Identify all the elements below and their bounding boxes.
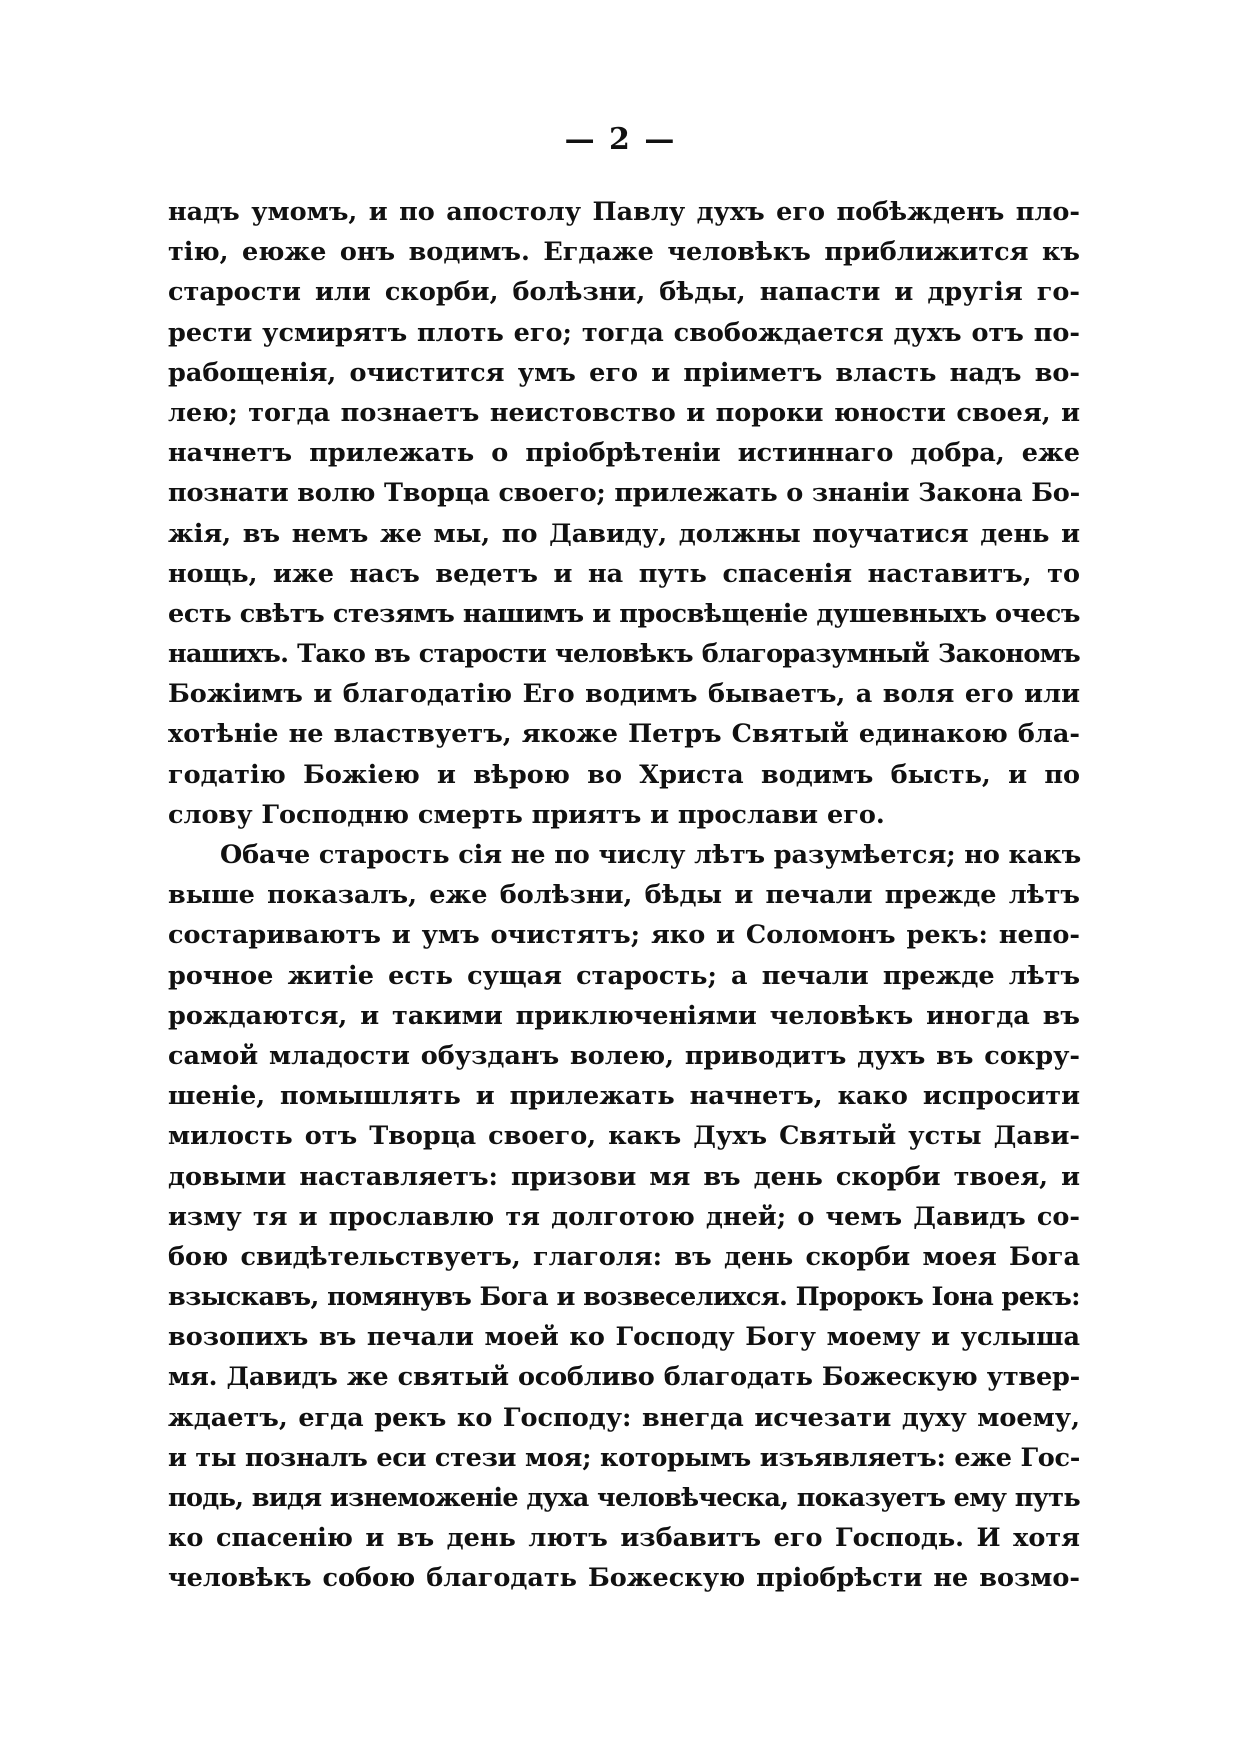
text-line: человѣкъ собою благодать Божескую пріобрѣсти не возмо- (168, 1563, 1080, 1594)
text-line: состариваютъ и умъ очистятъ; яко и Соломонъ рекъ: непо- (168, 920, 1080, 951)
text-line: взыскавъ, помянувъ Бога и возвеселихся. Пророкъ Іона рекъ: (168, 1282, 1080, 1313)
text-line: выше показалъ, еже болѣзни, бѣды и печали прежде лѣтъ (168, 880, 1080, 911)
paragraph-1 (168, 192, 1080, 835)
text-line: старости или скорби, болѣзни, бѣды, напасти и другія го- (168, 277, 1080, 308)
text-line: мя. Давидъ же святый особливо благодать Божескую утвер- (168, 1362, 1080, 1393)
text-line: нашихъ. Тако въ старости человѣкъ благоразумный Закономъ (168, 639, 1080, 670)
text-line: тію, еюже онъ водимъ. Егдаже человѣкъ приближится къ (168, 237, 1080, 268)
text-line: есть свѣтъ стезямъ нашимъ и просвѣщеніе душевныхъ очесъ (168, 598, 1080, 629)
text-line: надъ умомъ, и по апостолу Павлу духъ его побѣжденъ пло- (168, 197, 1080, 227)
text-line: изму тя и прославлю тя долготою дней; о чемъ Давидъ со- (168, 1201, 1080, 1232)
text-line: хотѣніе не властвуетъ, якоже Петръ Святый единакою бла- (168, 719, 1080, 750)
paragraph-2 (168, 835, 1080, 1599)
text-line: и ты позналъ еси стези моя; которымъ изъявляетъ: еже Гос- (168, 1442, 1080, 1473)
body-text (168, 192, 1080, 1599)
text-line: жія, въ немъ же мы, по Давиду, должны поучатися день и (168, 518, 1080, 549)
text-line: рождаются, и такими приключеніями человѣкъ иногда въ (168, 1000, 1080, 1031)
text-line: шеніе, помышлять и прилежать начнетъ, како испросити (168, 1081, 1080, 1112)
text-line: рочное житіе есть сущая старость; а печали прежде лѣтъ (168, 960, 1080, 991)
text-line: милость отъ Творца своего, какъ Духъ Святый усты Дави- (168, 1121, 1080, 1152)
text-line: Божіимъ и благодатію Его водимъ бываетъ, а воля его или (168, 679, 1080, 710)
text-line: начнетъ прилежать о пріобрѣтеніи истиннаго добра, еже (168, 438, 1080, 469)
text-line: довыми наставляетъ: призови мя въ день скорби твоея, и (168, 1161, 1080, 1192)
text-line: годатію Божіею и вѣрою во Христа водимъ бысть, и по (168, 759, 1080, 790)
text-line: нощь, иже насъ ведетъ и на путь спасенія наставитъ, то (168, 558, 1080, 589)
text-line: подь, видя изнеможеніе духа человѣческа, показуетъ ему путь (168, 1483, 1080, 1513)
text-line: ждаетъ, егда рекъ ко Господу: внегда исчезати духу моему, (168, 1402, 1080, 1433)
page-number: — 2 — (564, 122, 677, 157)
text-line: рабощенія, очистится умъ его и пріиметъ власть надъ во- (168, 357, 1080, 388)
text-line: ко спасенію и въ день лютъ избавитъ его Господь. И хотя (168, 1523, 1080, 1554)
text-line: самой младости обузданъ волею, приводитъ духъ въ сокру- (168, 1040, 1080, 1071)
text-line: рести усмирятъ плоть его; тогда свобождается духъ отъ по- (168, 317, 1080, 348)
text-line: бою свидѣтельствуетъ, глаголя: въ день скорби моея Бога (168, 1241, 1080, 1272)
text-line: познати волю Творца своего; прилежать о знаніи Закона Бо- (168, 478, 1080, 509)
text-line: Обаче старость сія не по числу лѣтъ разумѣется; но какъ (220, 840, 1082, 870)
text-line: лею; тогда познаетъ неистовство и пороки юности своея, и (168, 397, 1080, 428)
text-line: слову Господню смерть приятъ и прослави его. (168, 799, 885, 830)
text-line: возопихъ въ печали моей ко Господу Богу моему и услыша (168, 1322, 1080, 1353)
